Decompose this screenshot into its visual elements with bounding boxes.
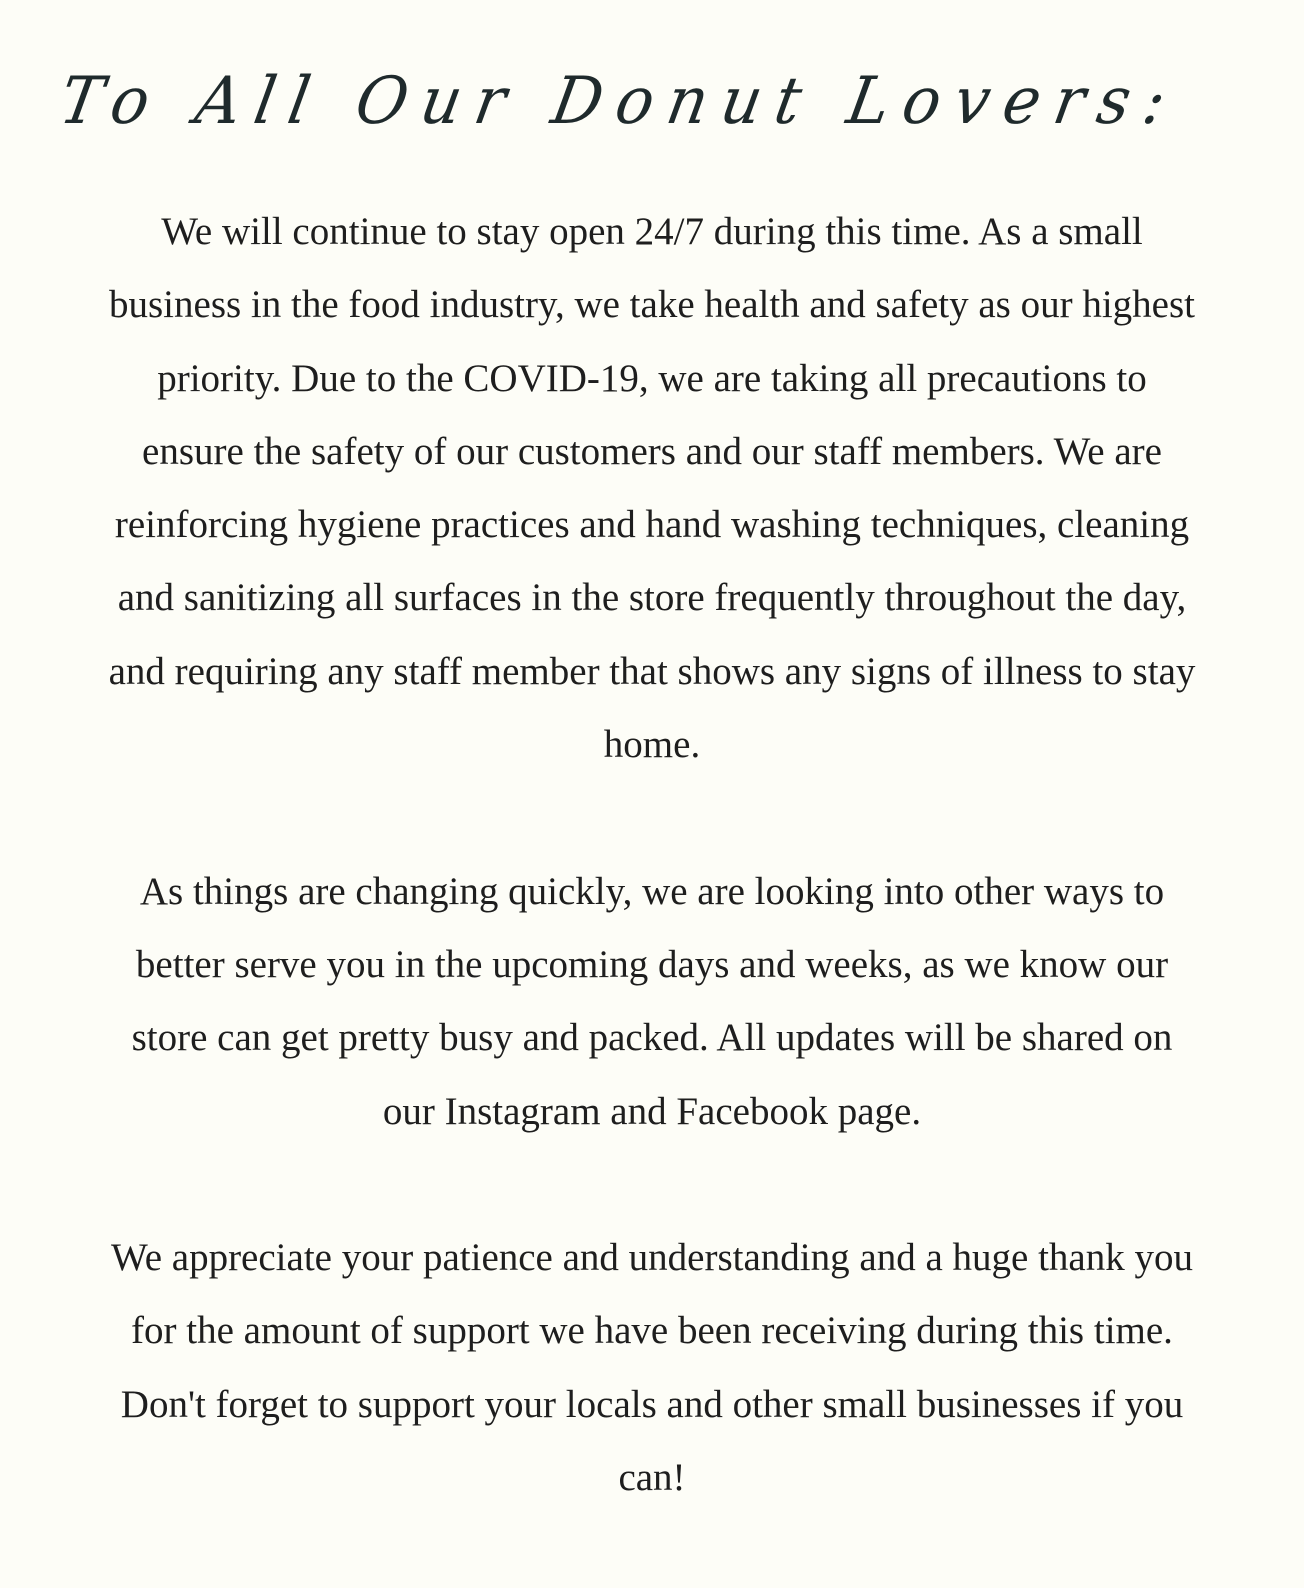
paragraph-thanks: [0, 1221, 1304, 1514]
text-line: ensure the safety of our customers and our staff members. We are: [142, 429, 1162, 473]
text-line: We will continue to stay open 24/7 during this time. As a small: [161, 210, 1143, 253]
text-line: for the amount of support we have been receiving during this time.: [131, 1309, 1173, 1353]
text-line: and sanitizing all surfaces in the store frequently throughout the day,: [117, 576, 1187, 620]
paragraph-updates: [0, 855, 1304, 1148]
text-line: and requiring any staff member that shows any signs of illness to stay: [108, 649, 1196, 693]
text-line: store can get pretty busy and packed. All updates will be shared on: [131, 1016, 1173, 1060]
text-line: reinforcing hygiene practices and hand washing techniques, cleaning: [114, 503, 1190, 547]
paragraph-hours-safety: [0, 195, 1304, 781]
text-line: home.: [603, 723, 701, 767]
text-line: our Instagram and Facebook page.: [382, 1089, 922, 1133]
title-container: [0, 0, 1304, 150]
notice-title: To All Our Donut Lovers:: [54, 61, 1186, 139]
text-line: business in the food industry, we take health and safety as our highest: [109, 283, 1195, 327]
text-line: priority. Due to the COVID-19, we are taking all precautions to: [157, 356, 1147, 400]
text-line: better serve you in the upcoming days and weeks, as we know our: [135, 942, 1169, 986]
text-line: can!: [618, 1456, 686, 1500]
text-line: As things are changing quickly, we are looking into other ways to: [139, 869, 1165, 913]
text-line: We appreciate your patience and understanding and a huge thank you: [111, 1236, 1193, 1280]
notice-body: [0, 195, 1304, 1588]
text-line: Don't forget to support your locals and other small businesses if you: [120, 1382, 1184, 1426]
